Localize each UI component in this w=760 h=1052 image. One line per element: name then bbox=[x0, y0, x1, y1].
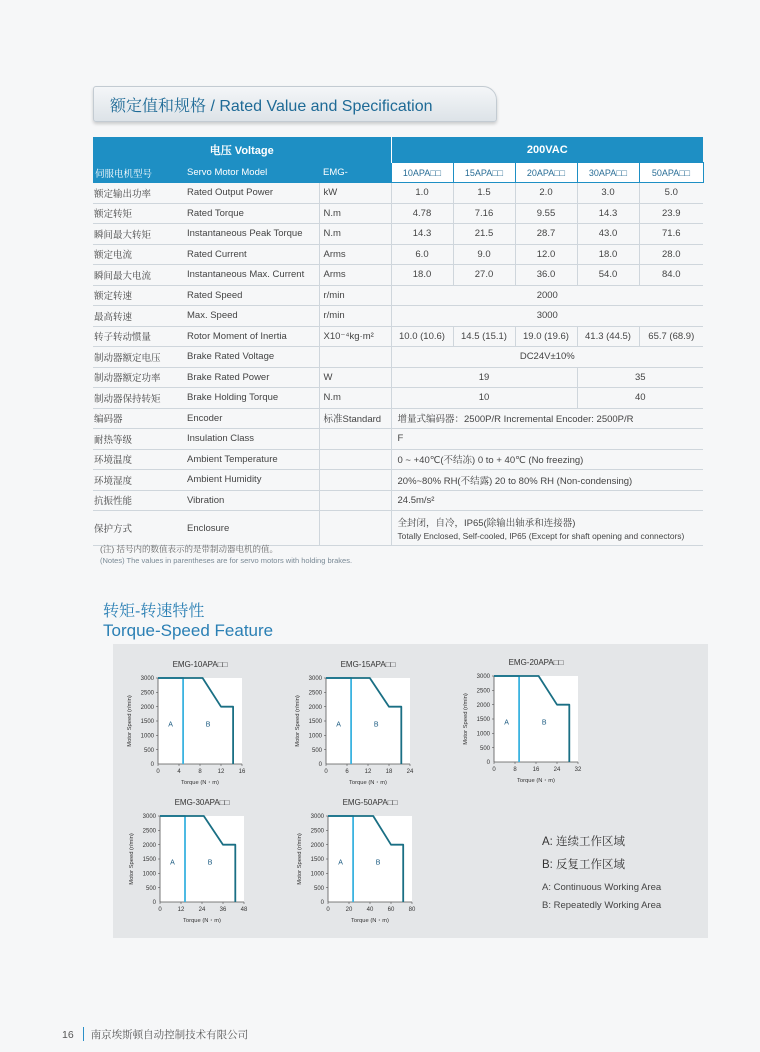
y-tick-label: 1000 bbox=[310, 871, 324, 878]
spec-row bbox=[93, 244, 703, 265]
spec-unit: N.m bbox=[319, 224, 391, 245]
x-tick-label: 8 bbox=[513, 767, 517, 773]
spec-label-en: Max. Speed bbox=[185, 306, 319, 327]
voltage-value: 200VAC bbox=[391, 137, 703, 163]
y-tick-label: 3000 bbox=[142, 814, 156, 821]
spec-value: 5.0 bbox=[639, 183, 703, 204]
model-15apa: 15APA□□ bbox=[453, 163, 515, 183]
y-tick-label: 3000 bbox=[476, 674, 490, 681]
spec-label-cn: 耐热等级 bbox=[93, 429, 185, 450]
x-axis-label: Torque (N・m) bbox=[180, 780, 220, 786]
spec-label-cn: 保护方式 bbox=[93, 511, 185, 546]
spec-label-cn: 额定转矩 bbox=[93, 203, 185, 224]
spec-label-cn: 最高转速 bbox=[93, 306, 185, 327]
spec-text-line: F bbox=[397, 433, 404, 445]
y-tick-label: 2500 bbox=[310, 828, 324, 835]
spec-value: 14.3 bbox=[577, 203, 639, 224]
spec-label-en: Rated Speed bbox=[185, 285, 319, 306]
spec-value: 43.0 bbox=[577, 224, 639, 245]
x-tick-label: 0 bbox=[326, 907, 330, 913]
y-axis-label: Motor Speed (r/min) bbox=[297, 833, 303, 885]
spec-row bbox=[93, 408, 703, 429]
x-tick-label: 12 bbox=[364, 769, 372, 775]
x-tick-label: 32 bbox=[574, 767, 582, 773]
x-tick-label: 60 bbox=[387, 907, 395, 913]
spec-label-cn: 额定转速 bbox=[93, 285, 185, 306]
x-tick-label: 0 bbox=[324, 769, 328, 775]
spec-row bbox=[93, 265, 703, 286]
spec-body bbox=[93, 183, 703, 546]
spec-value: 10.0 (10.6) bbox=[391, 326, 453, 347]
y-tick-label: 0 bbox=[320, 900, 324, 907]
region-b-label: B bbox=[207, 859, 213, 867]
x-tick-label: 40 bbox=[366, 907, 374, 913]
spec-unit bbox=[319, 429, 391, 450]
spec-unit: kW bbox=[319, 183, 391, 204]
spec-value: 18.0 bbox=[577, 244, 639, 265]
spec-label-en: Insulation Class bbox=[185, 429, 319, 450]
x-axis-label: Torque (N・m) bbox=[516, 778, 556, 784]
chart-title: EMG-10APA□□ bbox=[172, 660, 228, 669]
spec-value: 12.0 bbox=[515, 244, 577, 265]
y-tick-label: 2000 bbox=[142, 842, 156, 849]
spec-row bbox=[93, 367, 703, 388]
spec-value-text bbox=[391, 470, 703, 491]
y-tick-label: 2000 bbox=[310, 842, 324, 849]
spec-value: 1.5 bbox=[453, 183, 515, 204]
spec-value: 27.0 bbox=[453, 265, 515, 286]
model-header-row bbox=[93, 163, 703, 183]
spec-value: 18.0 bbox=[391, 265, 453, 286]
section-title: 额定值和规格 / Rated Value and Specification bbox=[110, 98, 433, 115]
y-tick-label: 500 bbox=[143, 747, 154, 754]
note-cn: (注) 括号内的数值表示的是带制动器电机的值。 bbox=[100, 544, 279, 554]
spec-label-cn: 制动器保持转矩 bbox=[93, 388, 185, 409]
spec-label-cn: 制动器额定功率 bbox=[93, 367, 185, 388]
spec-label-cn: 环境温度 bbox=[93, 449, 185, 470]
spec-value: 9.55 bbox=[515, 203, 577, 224]
y-tick-label: 1500 bbox=[142, 857, 156, 864]
model-30apa: 30APA□□ bbox=[577, 163, 639, 183]
spec-value-span: DC24V±10% bbox=[391, 347, 703, 368]
chart-emg-10apa bbox=[122, 656, 272, 796]
spec-row bbox=[93, 347, 703, 368]
spec-unit: N.m bbox=[319, 203, 391, 224]
spec-row bbox=[93, 449, 703, 470]
legend-b-en: B: Repeatedly Working Area bbox=[542, 900, 662, 911]
region-a-label: A bbox=[170, 859, 175, 867]
torque-speed-title-cn: 转矩-转速特性 bbox=[103, 603, 205, 620]
chart-emg-30apa bbox=[124, 794, 274, 934]
spec-unit: W bbox=[319, 367, 391, 388]
region-a-label: A bbox=[336, 721, 341, 729]
region-a-label: A bbox=[338, 859, 343, 867]
torque-speed-title-en: Torque-Speed Feature bbox=[103, 621, 274, 640]
spec-unit bbox=[319, 347, 391, 368]
spec-text-line: 0 ~ +40℃(不结冻) 0 to + 40℃ (No freezing) bbox=[397, 455, 584, 467]
legend-a-cn: A: 连续工作区域 bbox=[542, 836, 626, 848]
spec-value: 7.16 bbox=[453, 203, 515, 224]
x-tick-label: 12 bbox=[177, 907, 185, 913]
spec-label-en: Ambient Temperature bbox=[185, 449, 319, 470]
spec-row bbox=[93, 429, 703, 450]
spec-value-split: 35 bbox=[577, 367, 703, 388]
model-label-cn: 伺服电机型号 bbox=[93, 163, 185, 183]
page-number: 16 bbox=[62, 1029, 74, 1041]
y-tick-label: 2500 bbox=[140, 690, 154, 697]
spec-label-cn: 环境湿度 bbox=[93, 470, 185, 491]
spec-unit: r/min bbox=[319, 306, 391, 327]
spec-row bbox=[93, 388, 703, 409]
spec-text-line: 全封闭，自冷，IP65(除输出轴承和连接器) bbox=[397, 518, 576, 529]
spec-value: 54.0 bbox=[577, 265, 639, 286]
spec-row bbox=[93, 224, 703, 245]
spec-value: 41.3 (44.5) bbox=[577, 326, 639, 347]
chart-emg-20apa bbox=[458, 654, 608, 794]
y-tick-label: 500 bbox=[311, 747, 322, 754]
spec-row bbox=[93, 306, 703, 327]
spec-value: 3.0 bbox=[577, 183, 639, 204]
y-axis-label: Motor Speed (r/min) bbox=[295, 695, 301, 747]
spec-text-line-en: Totally Enclosed, Self-cooled, IP65 (Except for shaft opening and connectors) bbox=[397, 531, 685, 541]
y-tick-label: 3000 bbox=[308, 676, 322, 683]
spec-value: 71.6 bbox=[639, 224, 703, 245]
model-label-en: Servo Motor Model bbox=[185, 163, 319, 183]
spec-value-text bbox=[391, 429, 703, 450]
chart-title: EMG-50APA□□ bbox=[342, 798, 398, 807]
spec-value: 19.0 (19.6) bbox=[515, 326, 577, 347]
spec-text-line: 24.5m/s² bbox=[397, 494, 435, 506]
spec-label-cn: 转子转动惯量 bbox=[93, 326, 185, 347]
spec-value: 21.5 bbox=[453, 224, 515, 245]
y-tick-label: 1500 bbox=[476, 717, 490, 724]
spec-unit bbox=[319, 511, 391, 546]
x-tick-label: 16 bbox=[238, 769, 246, 775]
spec-label-en: Encoder bbox=[185, 408, 319, 429]
x-tick-label: 16 bbox=[532, 767, 540, 773]
spec-value-text bbox=[391, 511, 703, 546]
y-tick-label: 1000 bbox=[476, 731, 490, 738]
y-tick-label: 2000 bbox=[308, 704, 322, 711]
spec-label-en: Rated Torque bbox=[185, 203, 319, 224]
x-tick-label: 24 bbox=[198, 907, 206, 913]
spec-unit: Arms bbox=[319, 244, 391, 265]
model-50apa: 50APA□□ bbox=[639, 163, 703, 183]
spec-unit: Arms bbox=[319, 265, 391, 286]
spec-label-en: Instantaneous Peak Torque bbox=[185, 224, 319, 245]
spec-value: 14.3 bbox=[391, 224, 453, 245]
company-name: 南京埃斯顿自动控制技术有限公司 bbox=[90, 1029, 249, 1041]
y-tick-label: 0 bbox=[486, 760, 490, 767]
y-axis-label: Motor Speed (r/min) bbox=[129, 833, 135, 885]
region-b-label: B bbox=[375, 859, 381, 867]
footer-divider bbox=[83, 1027, 84, 1041]
y-tick-label: 2500 bbox=[476, 688, 490, 695]
chart-emg-15apa bbox=[290, 656, 440, 796]
spec-value: 2.0 bbox=[515, 183, 577, 204]
spec-unit: N.m bbox=[319, 388, 391, 409]
y-tick-label: 500 bbox=[145, 885, 156, 892]
spec-label-cn: 额定输出功率 bbox=[93, 183, 185, 204]
spec-row bbox=[93, 183, 703, 204]
y-tick-label: 500 bbox=[479, 745, 490, 752]
model-20apa: 20APA□□ bbox=[515, 163, 577, 183]
model-prefix: EMG- bbox=[319, 163, 391, 183]
x-tick-label: 8 bbox=[198, 769, 202, 775]
x-tick-label: 80 bbox=[408, 907, 416, 913]
y-tick-label: 1500 bbox=[308, 719, 322, 726]
section-banner bbox=[93, 86, 497, 122]
x-tick-label: 0 bbox=[158, 907, 162, 913]
spec-value-split: 40 bbox=[577, 388, 703, 409]
spec-row bbox=[93, 470, 703, 491]
y-axis-label: Motor Speed (r/min) bbox=[463, 693, 469, 745]
spec-label-cn: 编码器 bbox=[93, 408, 185, 429]
spec-value: 28.0 bbox=[639, 244, 703, 265]
x-tick-label: 24 bbox=[406, 769, 414, 775]
spec-row bbox=[93, 326, 703, 347]
spec-label-en: Rated Output Power bbox=[185, 183, 319, 204]
chart-title: EMG-15APA□□ bbox=[340, 660, 396, 669]
x-tick-label: 4 bbox=[177, 769, 181, 775]
spec-value: 9.0 bbox=[453, 244, 515, 265]
spec-label-cn: 瞬间最大电流 bbox=[93, 265, 185, 286]
legend-a-en: A: Continuous Working Area bbox=[542, 882, 662, 893]
x-axis-label: Torque (N・m) bbox=[182, 918, 222, 924]
spec-value-split: 10 bbox=[391, 388, 577, 409]
voltage-header-row bbox=[93, 137, 703, 163]
y-tick-label: 1000 bbox=[142, 871, 156, 878]
y-tick-label: 2000 bbox=[140, 704, 154, 711]
voltage-label: 电压 Voltage bbox=[93, 137, 391, 163]
region-b-label: B bbox=[373, 721, 379, 729]
spec-value-span: 3000 bbox=[391, 306, 703, 327]
spec-value: 28.7 bbox=[515, 224, 577, 245]
spec-unit bbox=[319, 470, 391, 491]
spec-value-text bbox=[391, 449, 703, 470]
y-tick-label: 1500 bbox=[140, 719, 154, 726]
spec-label-en: Brake Rated Power bbox=[185, 367, 319, 388]
region-b-label: B bbox=[205, 721, 211, 729]
spec-label-en: Rotor Moment of Inertia bbox=[185, 326, 319, 347]
spec-table bbox=[93, 137, 704, 546]
y-tick-label: 3000 bbox=[140, 676, 154, 683]
spec-unit: 标准Standard bbox=[319, 408, 391, 429]
y-tick-label: 2500 bbox=[308, 690, 322, 697]
x-tick-label: 18 bbox=[385, 769, 393, 775]
spec-value-split: 19 bbox=[391, 367, 577, 388]
spec-value-text bbox=[391, 490, 703, 511]
x-axis-label: Torque (N・m) bbox=[348, 780, 388, 786]
spec-unit bbox=[319, 490, 391, 511]
x-tick-label: 24 bbox=[553, 767, 561, 773]
y-axis-label: Motor Speed (r/min) bbox=[127, 695, 133, 747]
spec-text-line: 增量式编码器：2500P/R Incremental Encoder: 2500P/R bbox=[397, 414, 634, 426]
spec-label-cn: 制动器额定电压 bbox=[93, 347, 185, 368]
y-tick-label: 500 bbox=[313, 885, 324, 892]
spec-value: 84.0 bbox=[639, 265, 703, 286]
region-a-label: A bbox=[504, 719, 509, 727]
legend-b-cn: B: 反复工作区域 bbox=[542, 859, 626, 871]
spec-value: 1.0 bbox=[391, 183, 453, 204]
spec-unit: X10⁻⁴kg·m² bbox=[319, 326, 391, 347]
region-a-label: A bbox=[168, 721, 173, 729]
y-tick-label: 0 bbox=[150, 762, 154, 769]
spec-text-line: 20%~80% RH(不结露) 20 to 80% RH (Non-condensing) bbox=[397, 475, 633, 487]
model-10apa: 10APA□□ bbox=[391, 163, 453, 183]
spec-value: 6.0 bbox=[391, 244, 453, 265]
x-tick-label: 6 bbox=[345, 769, 349, 775]
y-tick-label: 2500 bbox=[142, 828, 156, 835]
spec-label-en: Brake Rated Voltage bbox=[185, 347, 319, 368]
spec-value: 23.9 bbox=[639, 203, 703, 224]
y-tick-label: 1000 bbox=[140, 733, 154, 740]
note-en: (Notes) The values in parentheses are for servo motors with holding brakes. bbox=[100, 556, 353, 565]
y-tick-label: 0 bbox=[318, 762, 322, 769]
spec-label-cn: 瞬间最大转矩 bbox=[93, 224, 185, 245]
spec-label-en: Instantaneous Max. Current bbox=[185, 265, 319, 286]
spec-label-en: Vibration bbox=[185, 490, 319, 511]
spec-value: 65.7 (68.9) bbox=[639, 326, 703, 347]
spec-label-en: Brake Holding Torque bbox=[185, 388, 319, 409]
spec-row bbox=[93, 490, 703, 511]
spec-row bbox=[93, 511, 703, 546]
chart-title: EMG-20APA□□ bbox=[508, 658, 564, 667]
x-tick-label: 48 bbox=[240, 907, 248, 913]
spec-unit: r/min bbox=[319, 285, 391, 306]
spec-unit bbox=[319, 449, 391, 470]
footer bbox=[62, 1027, 248, 1042]
chart-emg-50apa bbox=[292, 794, 442, 934]
chart-title: EMG-30APA□□ bbox=[174, 798, 230, 807]
spec-value: 4.78 bbox=[391, 203, 453, 224]
y-tick-label: 1500 bbox=[310, 857, 324, 864]
spec-label-en: Ambient Humidity bbox=[185, 470, 319, 491]
spec-value: 14.5 (15.1) bbox=[453, 326, 515, 347]
region-b-label: B bbox=[541, 719, 547, 727]
spec-value-span: 2000 bbox=[391, 285, 703, 306]
spec-row bbox=[93, 203, 703, 224]
x-tick-label: 0 bbox=[156, 769, 160, 775]
spec-row bbox=[93, 285, 703, 306]
x-tick-label: 12 bbox=[217, 769, 225, 775]
x-tick-label: 36 bbox=[219, 907, 227, 913]
x-tick-label: 20 bbox=[345, 907, 353, 913]
spec-label-cn: 抗振性能 bbox=[93, 490, 185, 511]
y-tick-label: 3000 bbox=[310, 814, 324, 821]
x-axis-label: Torque (N・m) bbox=[350, 918, 390, 924]
spec-label-en: Rated Current bbox=[185, 244, 319, 265]
y-tick-label: 2000 bbox=[476, 702, 490, 709]
x-tick-label: 0 bbox=[492, 767, 496, 773]
spec-value-text bbox=[391, 408, 703, 429]
spec-value: 36.0 bbox=[515, 265, 577, 286]
y-tick-label: 0 bbox=[152, 900, 156, 907]
spec-label-en: Enclosure bbox=[185, 511, 319, 546]
spec-label-cn: 额定电流 bbox=[93, 244, 185, 265]
y-tick-label: 1000 bbox=[308, 733, 322, 740]
